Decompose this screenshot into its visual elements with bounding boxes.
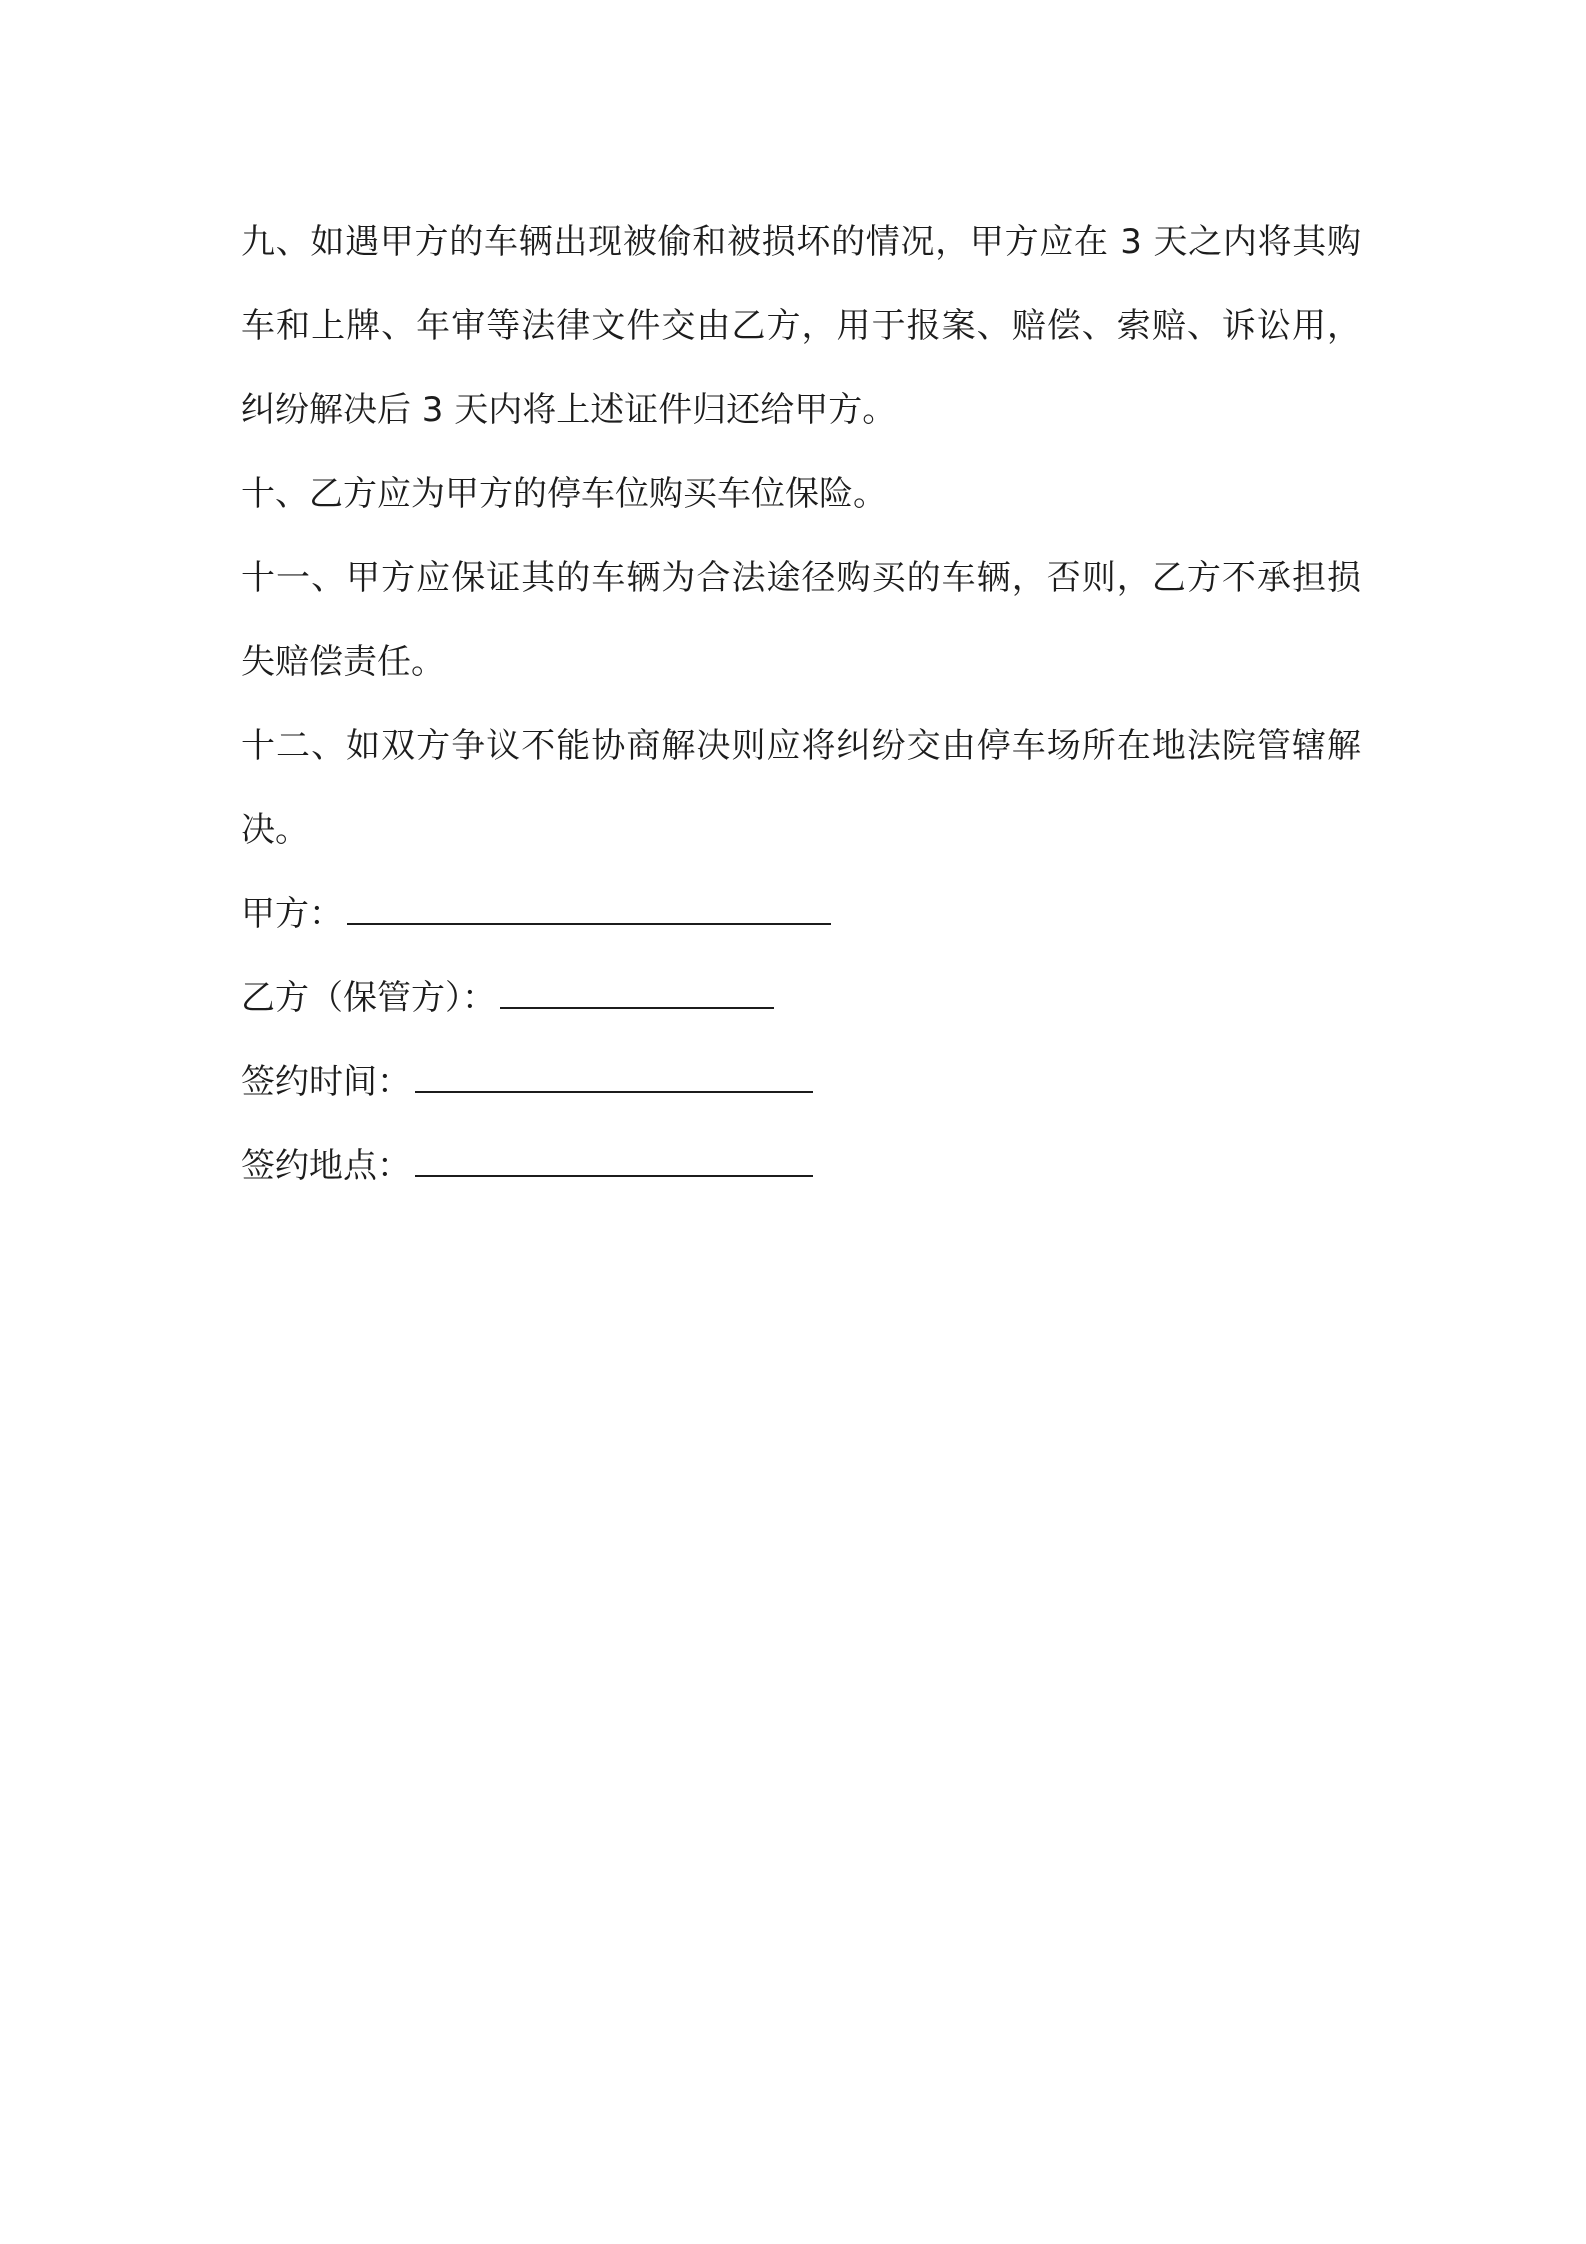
clause-ten: 十、乙方应为甲方的停车位购买车位保险。: [241, 474, 887, 514]
party-a-blank: [347, 895, 831, 925]
clause-nine: 九、如遇甲方的车辆出现被偷和被损坏的情况，甲方应在 3 天之内将其购车和上牌、年审等法律文件交由乙方，用于报案、赔偿、索赔、诉讼用，纠纷解决后 3 天内将上述证件归还给甲方。: [241, 222, 1361, 430]
sign-time-line: [241, 1040, 1361, 1124]
party-b-blank: [500, 979, 774, 1009]
sign-time-label: 签约时间：: [241, 1062, 411, 1102]
sign-place-line: [241, 1124, 1361, 1208]
clause-eleven: 十一、甲方应保证其的车辆为合法途径购买的车辆，否则，乙方不承担损失赔偿责任。: [241, 558, 1361, 682]
party-b-label: 乙方（保管方）：: [241, 978, 496, 1018]
party-b-line: [241, 956, 1361, 1040]
party-a-label: 甲方：: [241, 894, 343, 934]
sign-place-label: 签约地点：: [241, 1146, 411, 1186]
party-a-line: [241, 872, 1361, 956]
clause-twelve: 十二、如双方争议不能协商解决则应将纠纷交由停车场所在地法院管辖解决。: [241, 726, 1361, 850]
sign-place-blank: [415, 1147, 813, 1177]
sign-time-blank: [415, 1063, 813, 1093]
contract-body: [241, 200, 1361, 1208]
